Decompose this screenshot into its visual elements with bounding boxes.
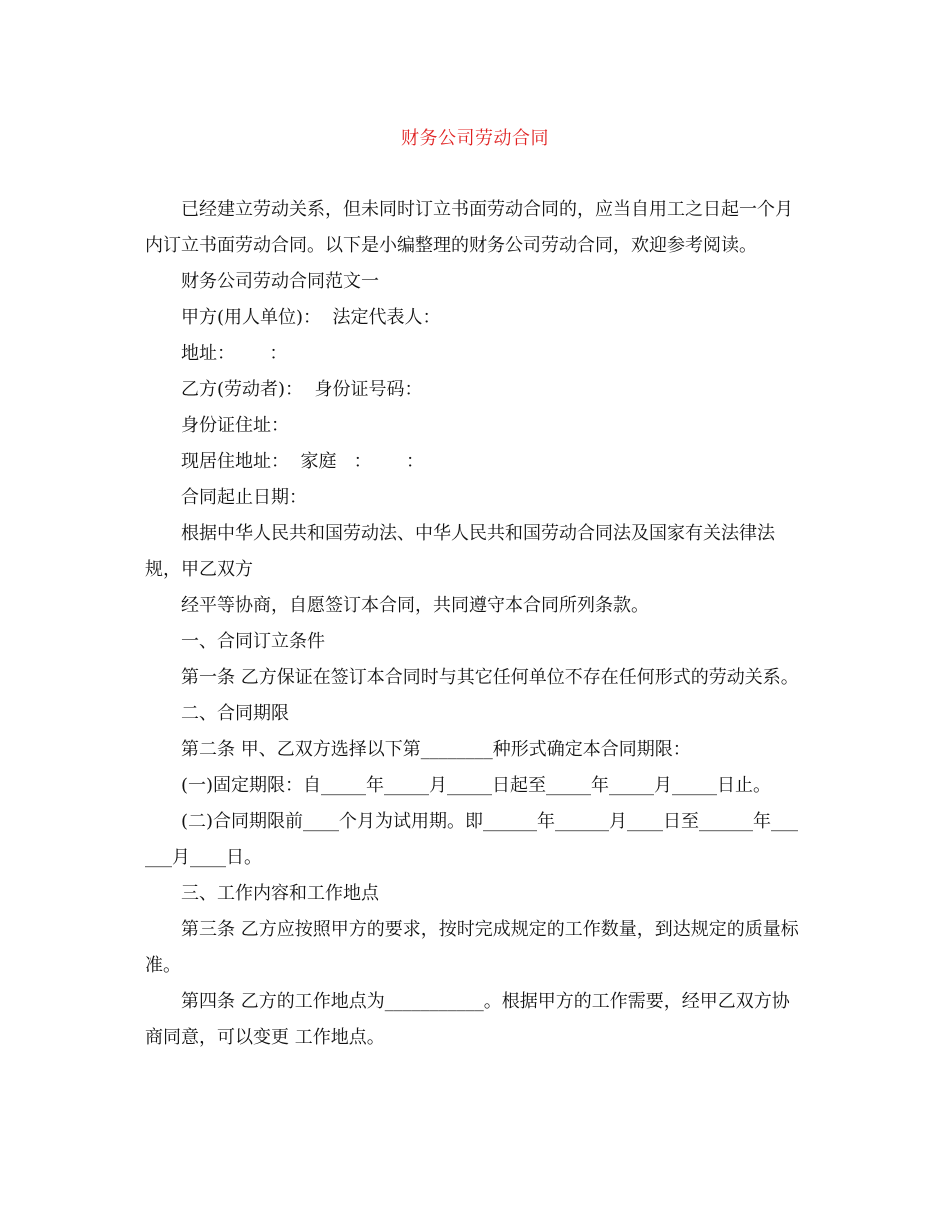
fixed-term-line: (一)固定期限：自_____年_____月_____日起至_____年_____月_____日止。 xyxy=(181,775,772,796)
current-address-line: 现居住地址： 家庭 ： ： xyxy=(181,451,424,472)
party-b-line: 乙方(劳动者)： 身份证号码： xyxy=(181,379,423,400)
article-4: 第四条 乙方的工作地点为___________。根据甲方的工作需要，经甲乙双方协商同意，可以变更 工作地点。 xyxy=(145,991,790,1048)
article-3: 第三条 乙方应按照甲方的要求，按时完成规定的工作数量，到达规定的质量标准。 xyxy=(145,919,799,976)
agreement-paragraph: 经平等协商，自愿签订本合同，共同遵守本合同所列条款。 xyxy=(181,595,649,616)
sample-heading: 财务公司劳动合同范文一 xyxy=(181,271,379,292)
document-body xyxy=(145,192,805,1056)
id-address-line: 身份证住址： xyxy=(181,415,289,436)
article-2: 第二条 甲、乙双方选择以下第________种形式确定本合同期限： xyxy=(181,739,691,760)
section-2-heading: 二、合同期限 xyxy=(181,703,289,724)
address-line: 地址： ： xyxy=(181,343,288,364)
party-a-line: 甲方(用人单位)： 法定代表人： xyxy=(181,307,441,328)
section-1-heading: 一、合同订立条件 xyxy=(181,631,325,652)
article-1: 第一条 乙方保证在签订本合同时与其它任何单位不存在任何形式的劳动关系。 xyxy=(181,667,799,688)
contract-dates-line: 合同起止日期： xyxy=(181,487,307,508)
section-3-heading: 三、工作内容和工作地点 xyxy=(181,883,379,904)
probation-line: (二)合同期限前____个月为试用期。即______年______月____日至______年______月____日。 xyxy=(145,811,799,868)
intro-paragraph: 已经建立劳动关系，但未同时订立书面劳动合同的，应当自用工之日起一个月内订立书面劳动合同。以下是小编整理的财务公司劳动合同，欢迎参考阅读。 xyxy=(145,199,793,256)
legal-basis-paragraph: 根据中华人民共和国劳动法、中华人民共和国劳动合同法及国家有关法律法规，甲乙双方 xyxy=(145,523,775,580)
document-title: 财务公司劳动合同 xyxy=(401,128,549,149)
